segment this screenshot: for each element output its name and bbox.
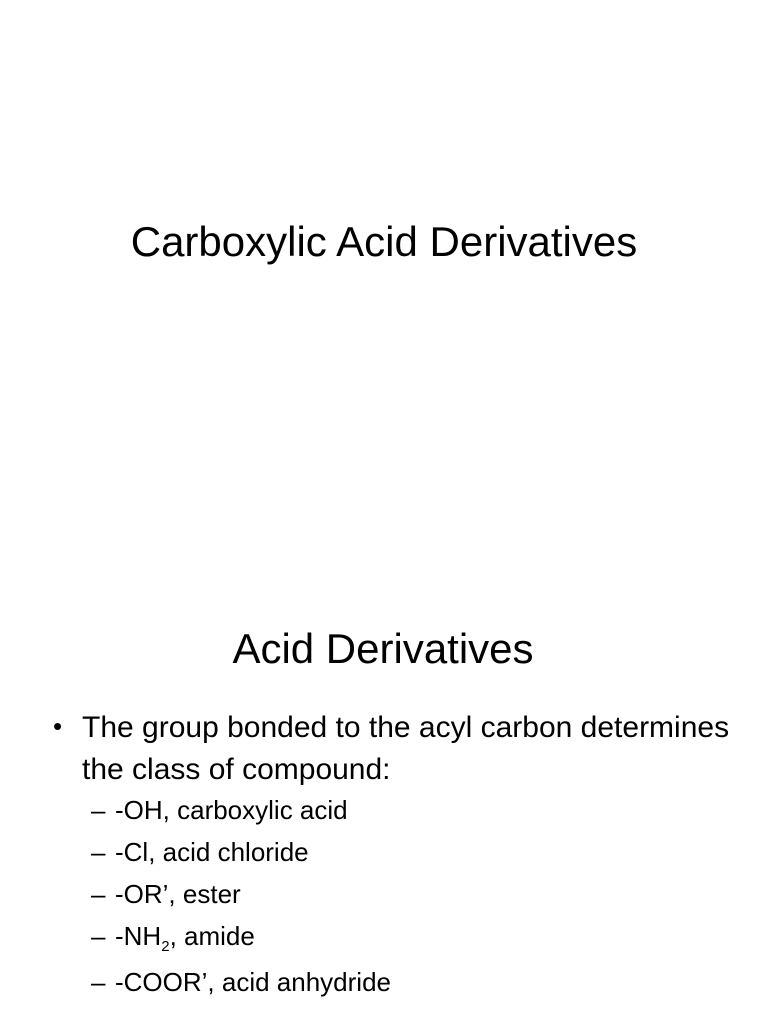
section-title: Acid Derivatives — [232, 625, 534, 672]
dash-icon: – — [91, 921, 106, 951]
list-item-amide — [91, 919, 255, 953]
list-item-ester — [91, 877, 241, 911]
list-item-text: -Cl, acid chloride — [115, 837, 309, 867]
list-item-text: -OR’, ester — [115, 879, 241, 909]
list-item-acid-anhydride — [91, 965, 391, 999]
subscript: 2 — [161, 938, 170, 955]
dash-icon: – — [91, 795, 106, 825]
list-item-acid-chloride — [91, 835, 309, 869]
list-item-text: -COOR’, acid anhydride — [115, 967, 391, 997]
slide-title: Carboxylic Acid Derivatives — [130, 218, 638, 265]
list-item-text-suffix: , amide — [169, 921, 255, 951]
list-item-carboxylic-acid — [91, 793, 348, 827]
bullet-text: The group bonded to the acyl carbon determines the class of compound: — [82, 711, 730, 786]
list-item-text: -OH, carboxylic acid — [115, 795, 348, 825]
dash-icon: – — [91, 879, 106, 909]
dash-icon: – — [91, 837, 106, 867]
dash-icon: – — [91, 967, 106, 997]
list-item-text-prefix: -NH — [115, 921, 162, 951]
bullet-icon: • — [53, 711, 63, 741]
